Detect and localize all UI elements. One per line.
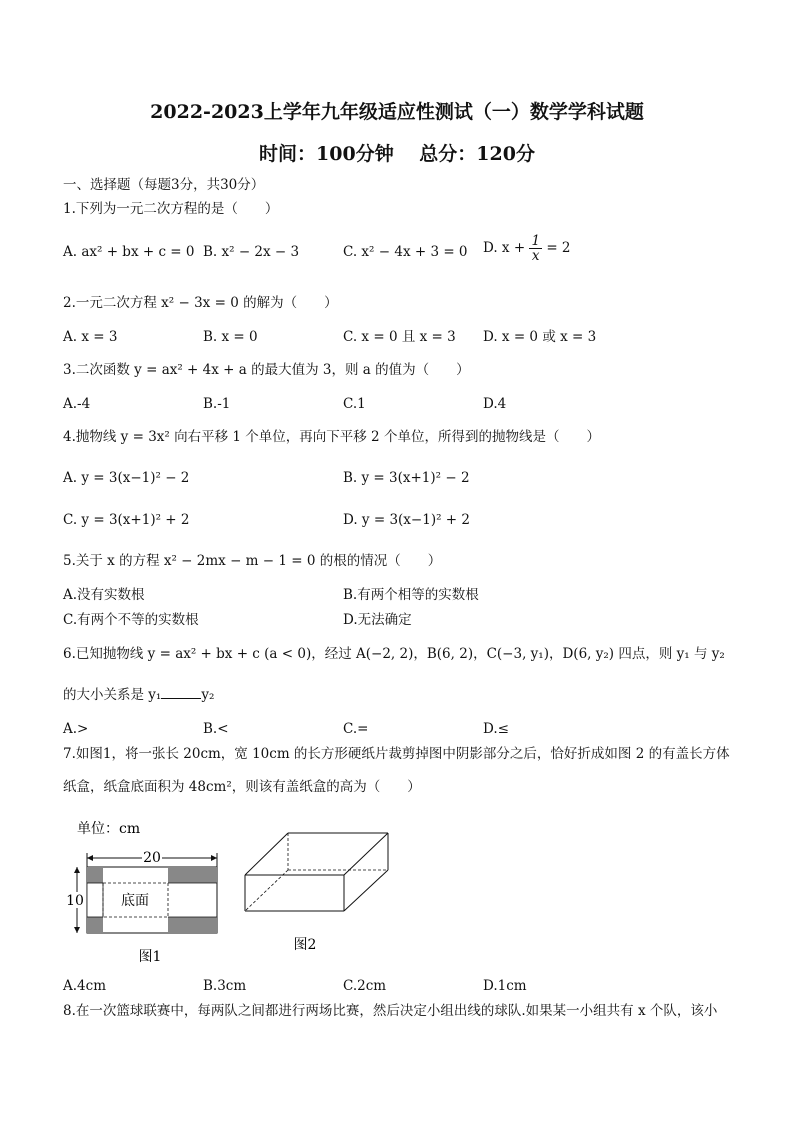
fraction-numerator: 1 bbox=[531, 233, 541, 249]
fraction-denominator: x bbox=[531, 248, 540, 264]
base-label: 底面 bbox=[121, 893, 149, 909]
figure-unit-label: 单位：cm bbox=[77, 821, 141, 837]
question-1-option-d-suffix: = 2 bbox=[542, 240, 571, 256]
question-3-option-b: B.-1 bbox=[203, 396, 231, 412]
question-7-option-c: C.2cm bbox=[343, 978, 387, 994]
shaded-corner bbox=[168, 917, 217, 933]
exam-subtitle: 时间：100分钟 总分：120分 bbox=[259, 143, 535, 165]
arrow-right-icon bbox=[211, 855, 217, 861]
question-5-option-d: D.无法确定 bbox=[343, 612, 412, 628]
question-7-option-d: D.1cm bbox=[483, 978, 527, 994]
question-3-stem: 3.二次函数 y = ax² + 4x + a 的最大值为 3，则 a 的值为（ ） bbox=[63, 362, 470, 378]
box-fill bbox=[245, 833, 388, 911]
question-4-option-a: A. y = 3(x−1)² − 2 bbox=[63, 470, 190, 486]
question-2-option-d: D. x = 0 或 x = 3 bbox=[483, 329, 597, 345]
width-label: 10 bbox=[66, 893, 84, 909]
figure-1 bbox=[62, 815, 232, 970]
question-6-option-b: B.< bbox=[203, 721, 229, 737]
question-1-option-a: A. ax² + bx + c = 0 bbox=[63, 244, 195, 260]
question-4-option-d: D. y = 3(x−1)² + 2 bbox=[343, 512, 470, 528]
question-6-option-a: A.> bbox=[63, 721, 89, 737]
question-6-option-c: C.= bbox=[343, 721, 369, 737]
question-5-option-b: B.有两个相等的实数根 bbox=[343, 587, 479, 603]
figure-2 bbox=[240, 825, 395, 960]
question-3-option-c: C.1 bbox=[343, 396, 366, 412]
question-1-option-c: C. x² − 4x + 3 = 0 bbox=[343, 244, 468, 260]
arrow-down-icon bbox=[74, 927, 80, 933]
question-2-option-b: B. x = 0 bbox=[203, 329, 258, 345]
shaded-corner bbox=[168, 867, 217, 883]
fraction bbox=[529, 234, 542, 263]
question-7-option-a: A.4cm bbox=[63, 978, 106, 994]
question-3-option-a: A.-4 bbox=[63, 396, 91, 412]
question-7-stem-line-2: 纸盒，纸盒底面积为 48cm²，则该有盖纸盒的高为（ ） bbox=[63, 779, 421, 795]
section-heading: 一、选择题（每题3分，共30分） bbox=[63, 177, 265, 193]
question-2-option-a: A. x = 3 bbox=[63, 329, 118, 345]
question-6-stem: 6.已知抛物线 y = ax² + bx + c (a < 0)，经过 A(−2, 2)，B(6, 2)，C(−3, y₁)，D(6, y₂) 四点，则 y₁ 与 y₂ bbox=[63, 646, 725, 662]
question-7-option-b: B.3cm bbox=[203, 978, 247, 994]
answer-blank bbox=[161, 698, 201, 699]
question-1-stem: 1.下列为一元二次方程的是（ ） bbox=[63, 201, 279, 217]
question-7-stem: 7.如图1，将一张长 20cm，宽 10cm 的长方形硬纸片裁剪掉图中阴影部分之后，恰好折成如图 2 的有盖长方体 bbox=[63, 746, 730, 762]
question-5-stem: 5.关于 x 的方程 x² − 2mx − m − 1 = 0 的根的情况（ ） bbox=[63, 553, 442, 569]
question-1-option-d bbox=[483, 234, 571, 263]
shaded-corner bbox=[87, 867, 103, 883]
question-6-stem-prefix: 的大小关系是 y₁ bbox=[63, 687, 162, 703]
question-3-option-d: D.4 bbox=[483, 396, 507, 412]
side-flap bbox=[87, 883, 103, 917]
question-5-option-a: A.没有实数根 bbox=[63, 587, 145, 603]
question-1-option-d-prefix: D. x + bbox=[483, 240, 530, 256]
question-8-stem: 8.在一次篮球联赛中，每两队之间都进行两场比赛，然后决定小组出线的球队.如果某一小组共有 x 个队，该小 bbox=[63, 1003, 718, 1019]
figure-1-caption: 图1 bbox=[138, 949, 162, 965]
length-label: 20 bbox=[143, 850, 161, 866]
question-4-option-b: B. y = 3(x+1)² − 2 bbox=[343, 470, 470, 486]
question-4-option-c: C. y = 3(x+1)² + 2 bbox=[63, 512, 190, 528]
question-6-stem-line-2 bbox=[63, 685, 214, 705]
question-6-stem-suffix: y₂ bbox=[201, 687, 215, 703]
exam-title: 2022-2023上学年九年级适应性测试（一）数学学科试题 bbox=[150, 101, 644, 123]
question-6-option-d: D.≤ bbox=[483, 721, 509, 737]
figure-2-caption: 图2 bbox=[293, 937, 317, 953]
shaded-corner bbox=[87, 917, 103, 933]
question-1-option-b: B. x² − 2x − 3 bbox=[203, 244, 300, 260]
arrow-up-icon bbox=[74, 867, 80, 873]
question-4-stem: 4.抛物线 y = 3x² 向右平移 1 个单位，再向下平移 2 个单位，所得到的抛物线是（ ） bbox=[63, 429, 600, 445]
arrow-left-icon bbox=[87, 855, 93, 861]
question-5-option-c: C.有两个不等的实数根 bbox=[63, 612, 199, 628]
question-2-option-c: C. x = 0 且 x = 3 bbox=[343, 329, 456, 345]
question-2-stem: 2.一元二次方程 x² − 3x = 0 的解为（ ） bbox=[63, 295, 338, 311]
